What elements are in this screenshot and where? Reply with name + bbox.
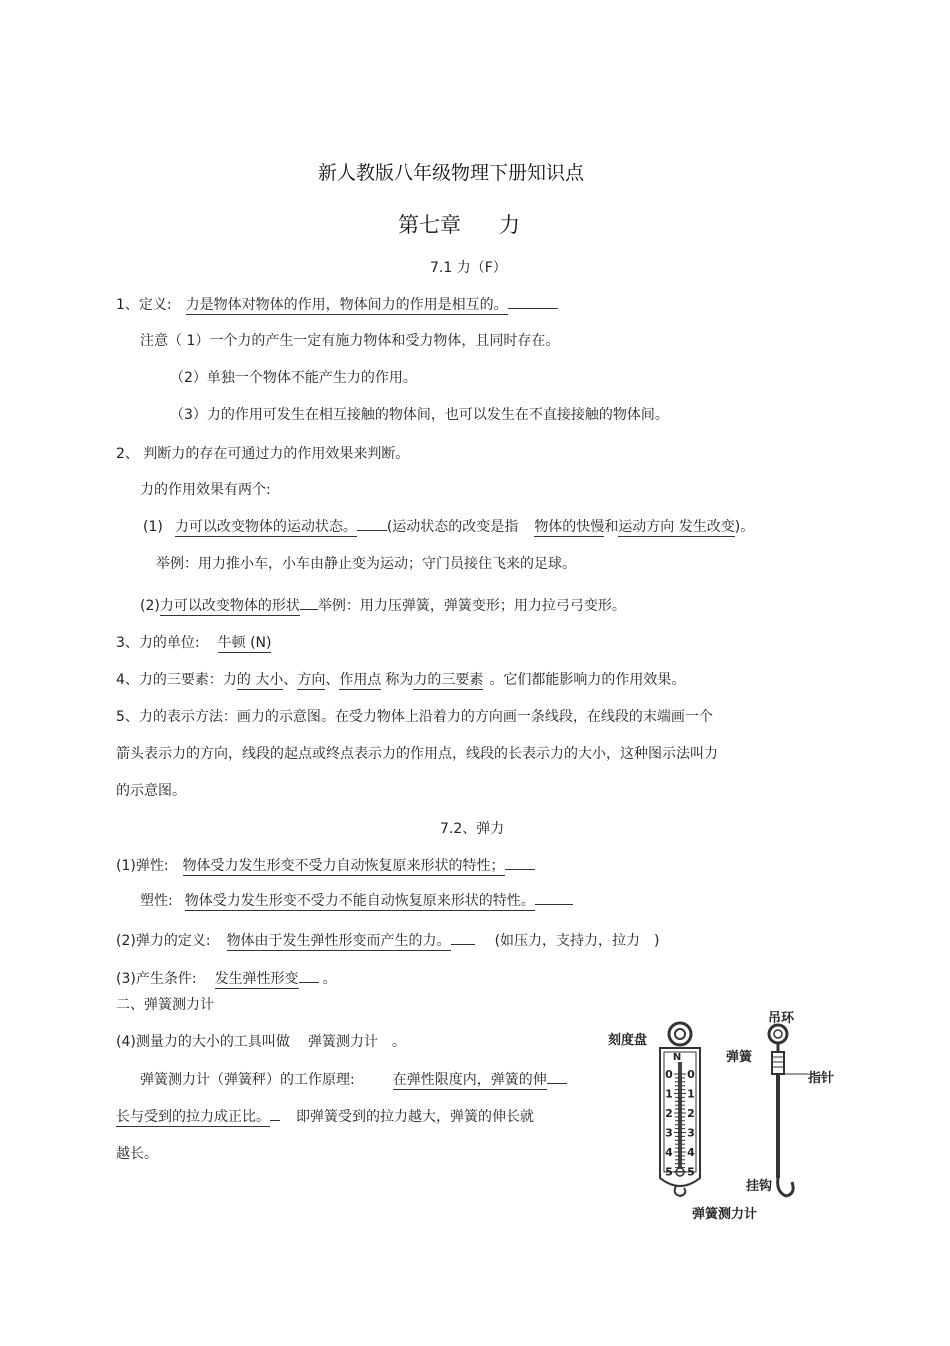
label-ring: 吊环 [768,1011,795,1026]
tool-end: 。 [391,1034,406,1050]
spring-scale-heading: 二、弹簧测力计 [116,997,214,1013]
example-1: 举例：用力推小车，小车由静止变为运动；守门员接住飞来的足球。 [156,556,576,572]
spring-scale-figure [600,1000,835,1230]
representation-line-3: 的示意图。 [116,783,186,799]
definition-line [116,294,558,314]
tick-label-l-5: 5 [665,1165,673,1179]
effect-1-label: (1) [143,519,163,535]
effect-1-and: 和 [604,519,619,535]
tool-line [116,1031,406,1051]
principle-answer-part-1: 在弹性限度内，弹簧的伸 [392,1072,547,1088]
judge-force-line: 2、 判断力的存在可通过力的作用效果来判断。 [116,446,410,462]
effect-2-example: 举例：用力压弹簧，弹簧变形；用力拉弓弓变形。 [317,598,626,614]
note-1: 注意（ 1）一个力的产生一定有施力物体和受力物体，且同时存在。 [140,333,560,349]
sep-2: 、 [325,672,340,688]
chapter-name: 力 [499,213,520,237]
document-title: 新人教版八年级物理下册知识点 [318,162,585,184]
tick-label-r-3: 3 [687,1126,695,1140]
tick-label-r-0: 0 [687,1068,695,1081]
label-spring: 弹簧 [726,1050,753,1065]
element-size: 的 大小 [236,672,284,688]
unit-mark: N [672,1052,682,1063]
principle-line-3: 越长。 [116,1146,158,1162]
principle-line-1 [140,1069,567,1089]
chapter-number: 第七章 [398,213,461,237]
tick-label-r-1: 1 [687,1087,695,1101]
three-elements-mid: 称为 [385,672,414,688]
tick-label-l-3: 3 [665,1126,673,1140]
note-2: （2）单独一个物体不能产生力的作用。 [170,370,417,386]
plasticity-line [140,890,573,910]
unit-label: 3、力的单位: [116,635,200,651]
unit-line [116,632,271,652]
elasticity-answer: 物体受力发生形变不受力自动恢复原来形状的特性； [182,858,505,874]
note-3: （3）力的作用可发生在相互接触的物体间，也可以发生在不直接接触的物体间。 [170,407,669,423]
chapter-heading [398,209,520,239]
definition-answer: 力是物体对物体的作用，物体间力的作用是相互的。 [185,297,508,313]
tool-label: (4)测量力的大小的工具叫做 [116,1034,290,1050]
element-point: 作用点 [339,672,382,688]
effect-1-answer: 力可以改变物体的运动状态。 [174,519,357,535]
label-dial: 刻度盘 [608,1033,648,1048]
effects-intro: 力的作用效果有两个: [140,482,271,498]
tick-label-l-2: 2 [665,1107,673,1120]
effect-2-label: (2) [140,598,160,614]
effect-2-line [140,595,626,615]
effect-1-speed: 物体的快慢 [534,519,605,535]
tick-label-r-2: 2 [687,1107,695,1120]
condition-end: 。 [322,971,337,987]
element-direction: 方向 [297,672,326,688]
effect-1-end: )。 [734,519,755,535]
condition-label: (3)产生条件: [116,971,197,987]
three-elements-label: 4、力的三要素：力 [116,672,237,688]
three-elements-answer: 力的三要素 [413,672,484,688]
effect-1-note: (运动状态的改变是指 [386,519,519,535]
three-elements-end: 。它们都能影响力的作用效果。 [489,672,686,688]
elastic-force-answer: 物体由于发生弹性形变而产生的力。 [226,933,451,949]
effect-2-answer: 力可以改变物体的形状 [159,598,300,614]
tick-label-l-4: 4 [665,1146,673,1159]
elastic-force-line [116,930,660,950]
principle-line-2 [116,1106,534,1126]
tool-answer: 弹簧测力计 [307,1034,378,1050]
representation-line-2: 箭头表示力的方向，线段的起点或终点表示力的作用点，线段的长表示力的大小，这种图示法叫力 [116,746,718,762]
sep-1: 、 [283,672,298,688]
tick-label-l-1: 1 [665,1087,673,1101]
effect-1-direction: 运动方向 发生改变 [618,519,735,535]
effect-1-line [143,516,754,536]
principle-answer-part-2: 长与受到的拉力成正比。 [116,1109,270,1125]
scale-side-view [769,1025,808,1196]
label-pointer: 指针 [808,1071,835,1086]
tick-label-r-5: 5 [687,1165,695,1179]
principle-explanation: 即弹簧受到的拉力越大，弹簧的伸长就 [296,1109,534,1125]
tick-label-l-0: 0 [665,1068,673,1081]
three-elements-line [116,669,685,689]
condition-line [116,968,337,988]
elastic-force-label: (2)弹力的定义: [116,933,211,949]
tick-label-r-4: 4 [687,1146,695,1159]
condition-answer: 发生弹性形变 [214,971,299,987]
plasticity-answer: 物体受力发生形变不受力不能自动恢复原来形状的特性。 [184,893,535,909]
unit-answer: 牛顿 (N) [217,635,272,651]
section-7-1-heading: 7.1 力（F） [430,260,507,276]
definition-label: 1、定义: [116,297,172,313]
plasticity-label: 塑性: [140,893,173,909]
elasticity-label: (1)弹性: [116,858,169,874]
elasticity-line [116,855,535,875]
elastic-force-examples: (如压力，支持力，拉力 ) [494,933,660,949]
representation-line-1: 5、力的表示方法：画力的示意图。在受力物体上沿着力的方向画一条线段，在线段的末端画一个 [116,709,713,725]
principle-label: 弹簧测力计（弹簧秤）的工作原理: [140,1072,355,1088]
section-7-2-heading: 7.2、弹力 [440,821,505,837]
figure-caption: 弹簧测力计 [692,1207,758,1222]
label-hook: 挂钩 [746,1179,773,1194]
